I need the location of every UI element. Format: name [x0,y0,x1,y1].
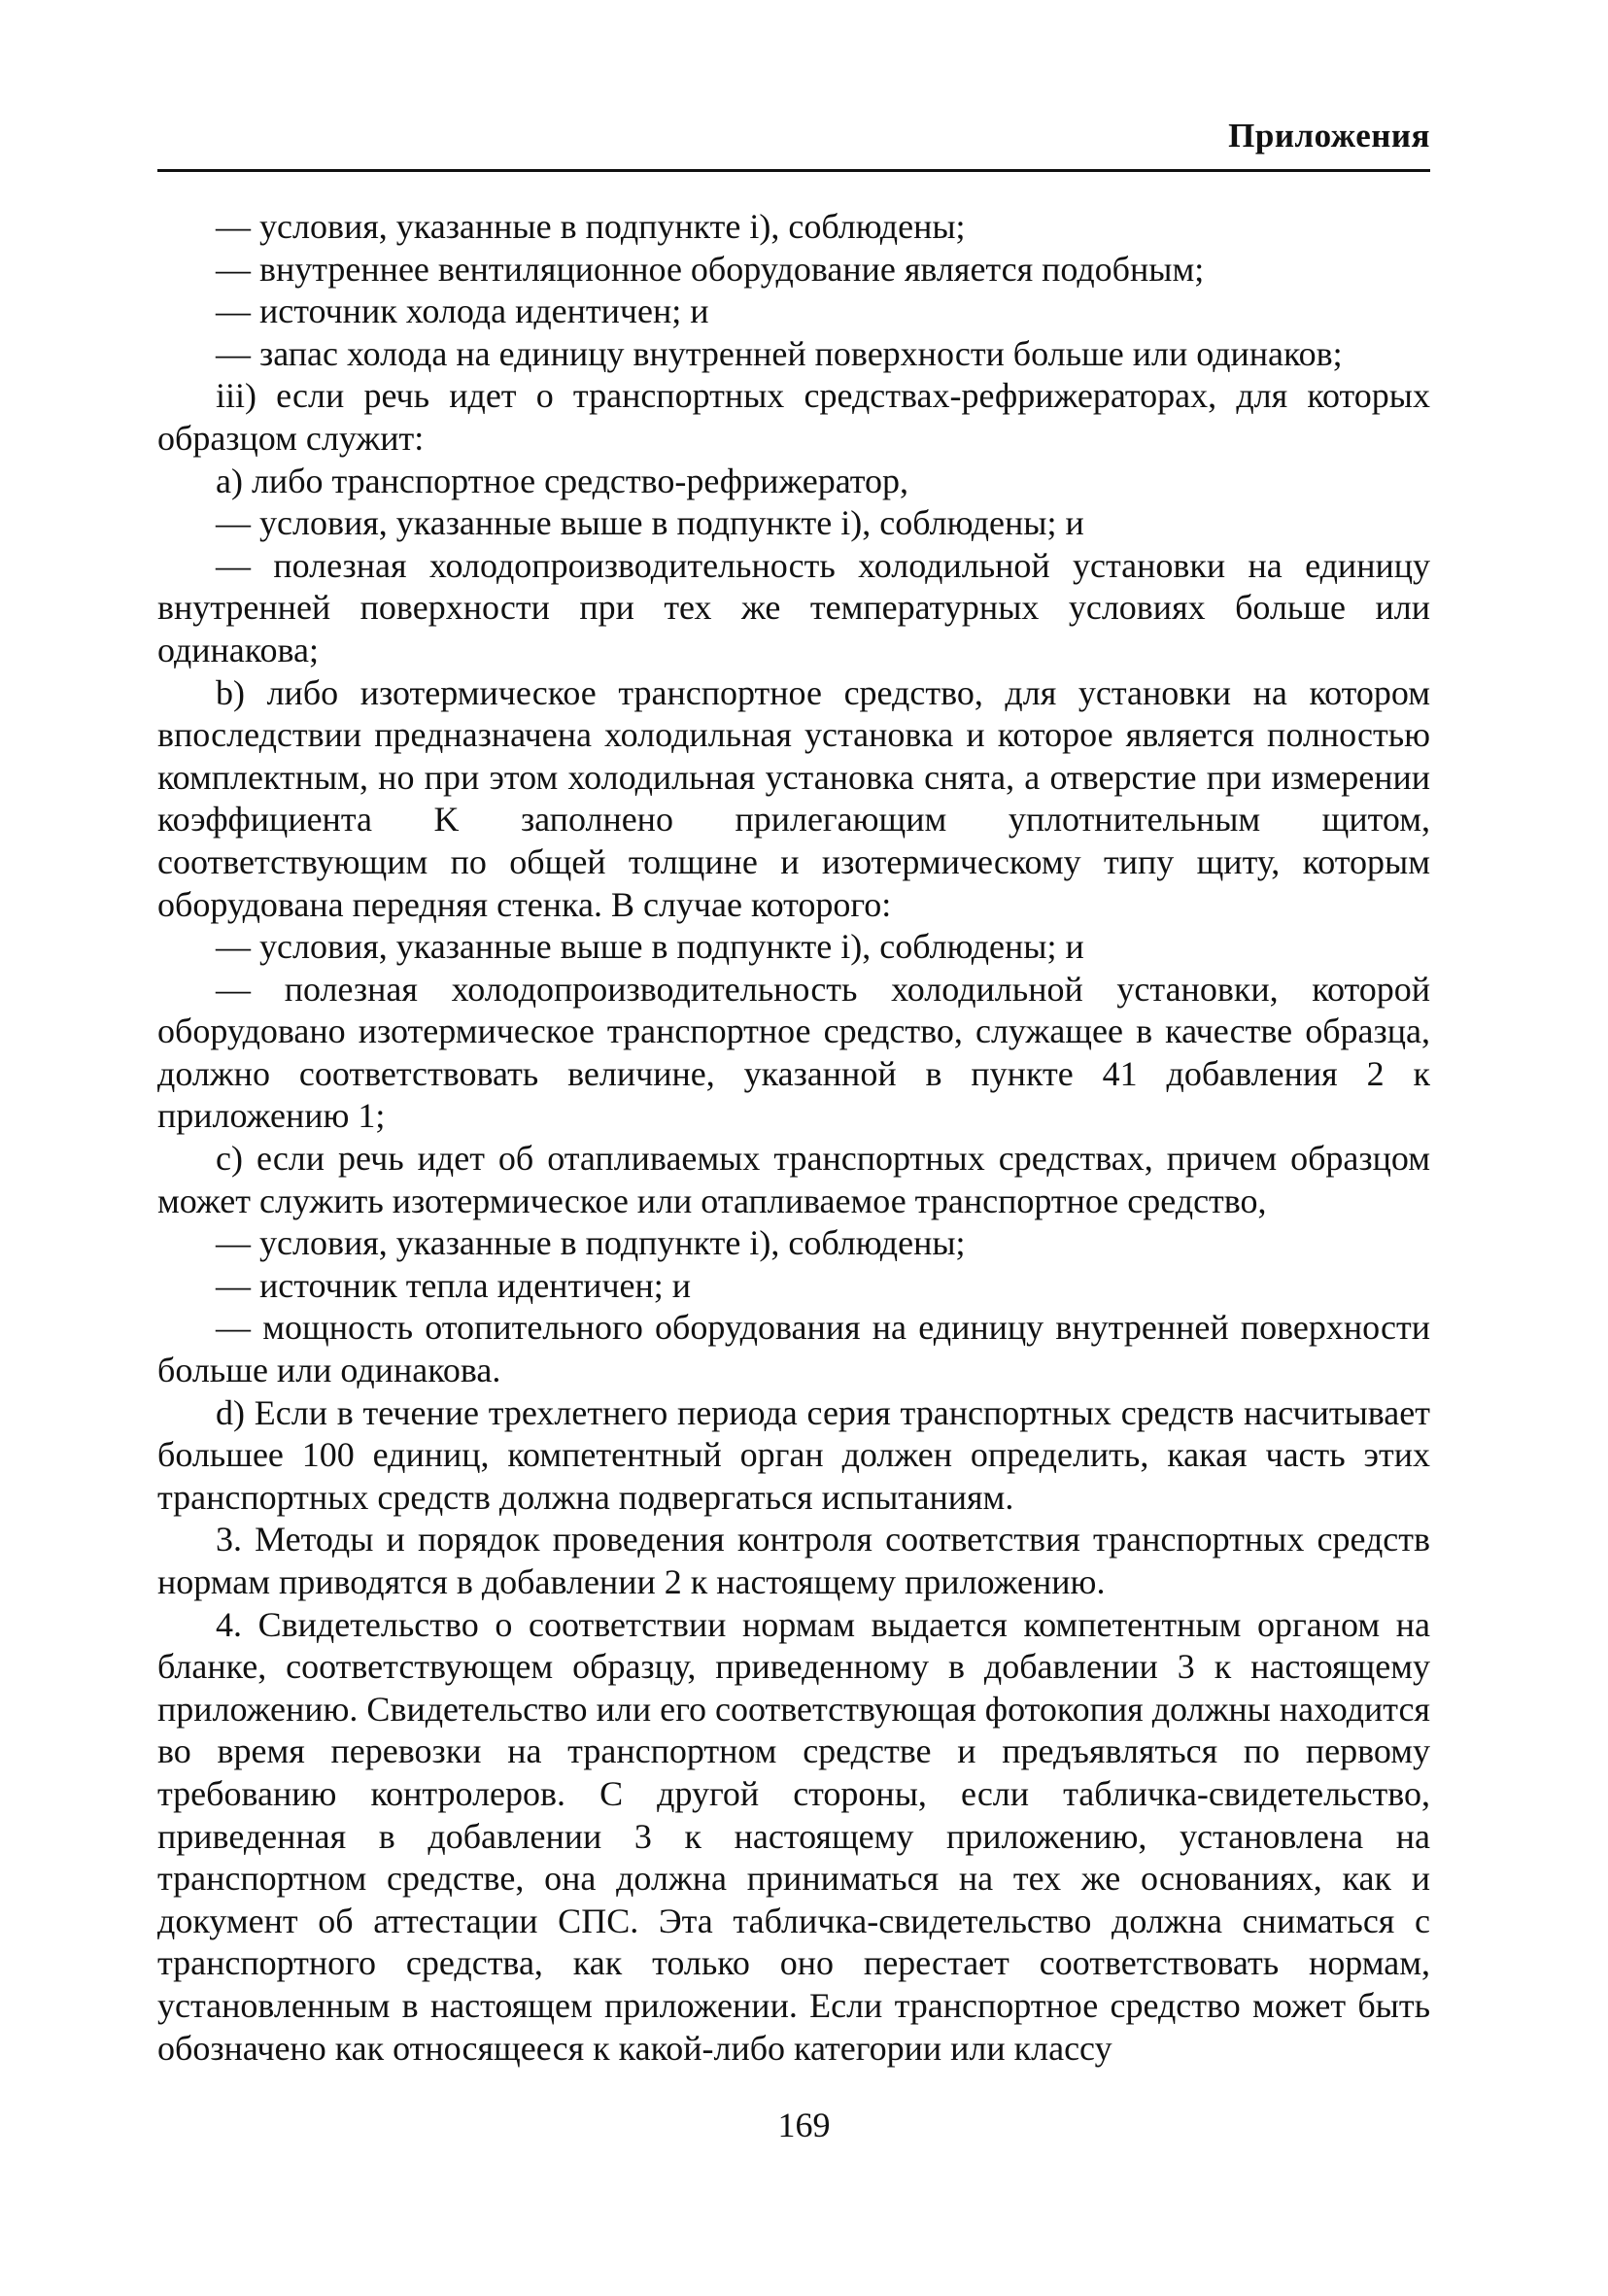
paragraph: — внутреннее вентиляционное оборудование является подобным; [216,249,1205,289]
paragraph: — мощность отопительного оборудования на единицу внутренней поверхности больше или одинакова. [157,1308,1430,1390]
paragraph: — условия, указанные выше в подпункте i), соблюдены; и [216,503,1084,543]
paragraph: — полезная холодопроизводительность холодильной установки на единицу внутренней поверхности при тех же температурных условиях больше или одинакова; [157,545,1430,669]
paragraph: 4. Свидетельство о соответствии нормам выдается компетентным органом на бланке, соответствующем образцу, приведенному в добавлении 3 к настоящему приложению. Свидетельство или его соответствующая фотокопия должны находится во время перевозки на транспортном средстве и предъявляться по первому требованию контролеров. С другой стороны, если табличка-свидетельство, приведенная в добавлении 3 к настоящему приложению, установлена на транспортном средстве, она должна приниматься на тех же основаниях, как и документ об аттестации СПС. Эта табличка-свидетельство должна сниматься с транспортного средства, как только оно перестает соответствовать нормам, установленным в настоящем приложении. Если транспортное средство может быть обозначено как относящееся к какой-либо категории или классу [157,1604,1430,2068]
paragraph: — условия, указанные выше в подпункте i), соблюдены; и [216,927,1084,967]
paragraph: c) если речь идет об отапливаемых транспортных средствах, причем образцом может служить изотермическое или отапливаемое транспортное средство, [157,1139,1430,1220]
paragraph: — условия, указанные в подпункте i), соблюдены; [216,207,966,246]
paragraph: — источник тепла идентичен; и [216,1265,692,1305]
page-number: 169 [777,2106,831,2144]
paragraph: — запас холода на единицу внутренней поверхности больше или одинаков; [216,333,1343,373]
paragraph: a) либо транспортное средство-рефрижератор, [216,461,909,500]
running-header: Приложения [1228,117,1430,154]
paragraph: iii) если речь идет о транспортных средствах-рефрижераторах, для которых образцом служит: [157,376,1430,458]
body-text [157,206,1430,2070]
paragraph: — источник холода идентичен; и [216,291,709,331]
header-rule [157,169,1430,172]
paragraph: — условия, указанные в подпункте i), соблюдены; [216,1223,966,1263]
paragraph: — полезная холодопроизводительность холодильной установки, которой оборудовано изотермическое транспортное средство, служащее в качестве образца, должно соответствовать величине, указанной в пункте 41 добавления 2 к приложению 1; [157,969,1430,1136]
paragraph: b) либо изотермическое транспортное средство, для установки на котором впоследствии предназначена холодильная установка и которое является полностью комплектным, но при этом холодильная установка снята, а отверстие при измерении коэффициента K заполнено прилегающим уплотнительным щитом, соответствующим по общей толщине и изотермическому типу щиту, которым оборудована передняя стенка. В случае которого: [157,672,1430,924]
paragraph: 3. Методы и порядок проведения контроля соответствия транспортных средств нормам приводятся в добавлении 2 к настоящему приложению. [157,1520,1430,1601]
paragraph: d) Если в течение трехлетнего периода серия транспортных средств насчитывает большее 100 единиц, компетентный орган должен определить, какая часть этих транспортных средств должна подвергаться испытаниям. [157,1392,1430,1517]
